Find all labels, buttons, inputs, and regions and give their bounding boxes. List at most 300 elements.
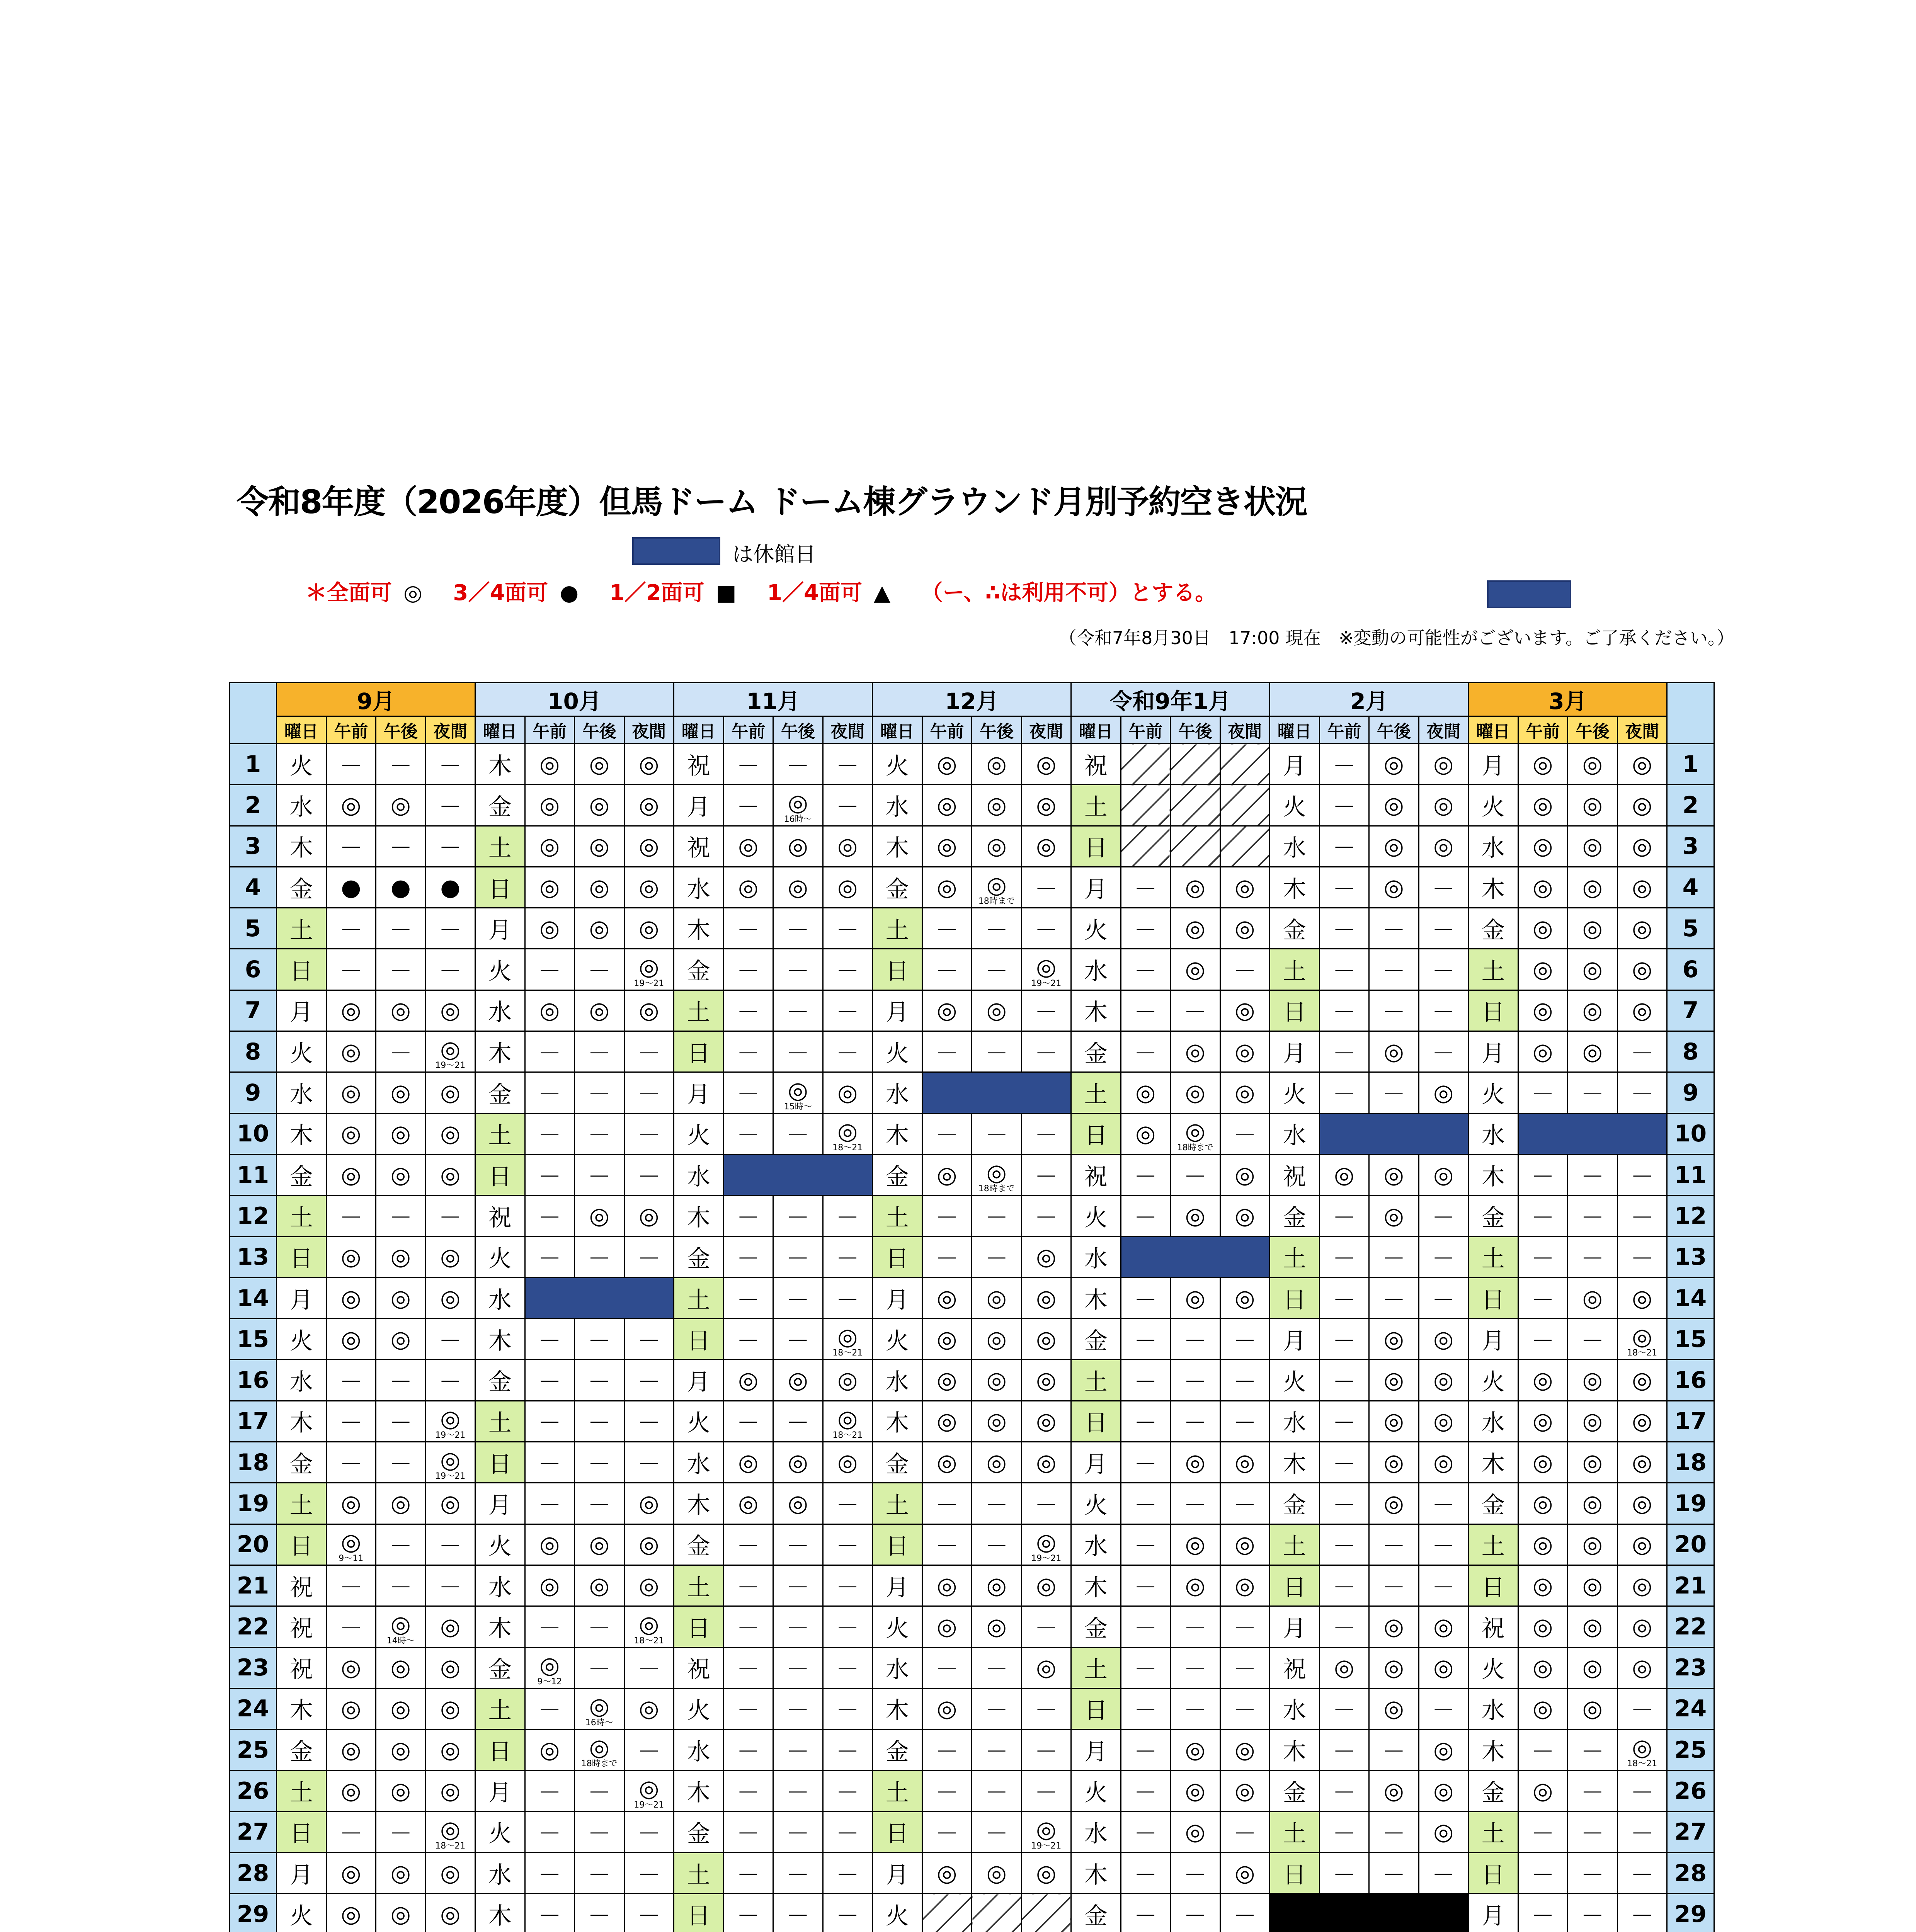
slot-cell[interactable] xyxy=(823,1113,873,1154)
weekday-cell: 日 xyxy=(475,1730,525,1770)
slot-cell[interactable]: ◎ xyxy=(972,785,1022,826)
slot-cell[interactable]: ◎ xyxy=(1021,1647,1071,1688)
slot-cell[interactable]: ◎ xyxy=(922,1360,972,1401)
slot-cell[interactable]: ◎ xyxy=(326,1031,376,1072)
slot-cell[interactable] xyxy=(1021,1811,1071,1852)
weekday-cell: 月 xyxy=(873,1853,922,1894)
slot-cell[interactable]: ◎ xyxy=(1617,1442,1667,1483)
slot-cell[interactable]: ◎ xyxy=(1220,1853,1270,1894)
slot-cell[interactable]: ◎ xyxy=(376,1072,426,1113)
slot-cell[interactable]: ◎ xyxy=(1617,1524,1667,1565)
slot-cell[interactable]: ◎ xyxy=(575,1524,624,1565)
slot-cell[interactable]: ◎ xyxy=(1369,1606,1419,1647)
slot-cell[interactable]: ◎ xyxy=(1568,826,1618,867)
slot-cell[interactable]: ◎ xyxy=(723,826,773,867)
slot-cell[interactable]: ◎ xyxy=(575,908,624,949)
slot-cell[interactable]: ◎ xyxy=(326,1483,376,1524)
slot-cell[interactable] xyxy=(425,1031,475,1072)
slot-cell[interactable]: ◎ xyxy=(326,1113,376,1154)
slot-cell[interactable]: ◎ xyxy=(922,1442,972,1483)
slot-cell[interactable]: ◎ xyxy=(1518,1770,1568,1811)
slot-cell[interactable]: ◎ xyxy=(1171,1770,1220,1811)
slot-cell[interactable]: ◎ xyxy=(922,744,972,785)
slot-cell[interactable]: ◎ xyxy=(1568,1401,1618,1442)
slot-cell[interactable]: ◎ xyxy=(1369,1483,1419,1524)
slot-cell[interactable]: ◎ xyxy=(624,908,674,949)
weekday-cell: 金 xyxy=(475,1360,525,1401)
slot-cell[interactable]: ◎ xyxy=(1518,1565,1568,1606)
weekday-cell: 金 xyxy=(873,1730,922,1770)
slot-cell[interactable]: ◎ xyxy=(922,1401,972,1442)
slot-cell[interactable]: ◎ xyxy=(1021,1565,1071,1606)
slot-cell[interactable]: ◎ xyxy=(1319,1154,1369,1195)
slot-cell[interactable]: ◎ xyxy=(1220,1770,1270,1811)
slot-cell[interactable]: ◎ xyxy=(1220,1031,1270,1072)
slot-cell[interactable]: ◎ xyxy=(823,867,873,908)
weekday-cell: 月 xyxy=(1270,1319,1320,1360)
slot-cell[interactable]: ◎ xyxy=(376,1319,426,1360)
slot-cell[interactable]: ◎ xyxy=(1617,744,1667,785)
slot-cell: － xyxy=(624,1647,674,1688)
slot-cell[interactable]: ◎ xyxy=(1419,1319,1468,1360)
slot-cell[interactable]: ◎ xyxy=(972,1360,1022,1401)
slot-cell[interactable]: ◎ xyxy=(376,1894,426,1932)
slot-cell[interactable] xyxy=(823,1401,873,1442)
slot-cell[interactable]: ◎ xyxy=(922,1154,972,1195)
slot-cell[interactable]: ◎ xyxy=(1518,1524,1568,1565)
slot-cell[interactable]: ◎ xyxy=(1419,826,1468,867)
slot-cell[interactable]: ◎ xyxy=(1617,826,1667,867)
slot-cell[interactable]: ◎ xyxy=(972,1565,1022,1606)
slot-cell[interactable] xyxy=(972,867,1022,908)
slot-cell[interactable]: ◎ xyxy=(1518,908,1568,949)
slot-cell[interactable]: ◎ xyxy=(1171,1277,1220,1318)
slot-cell: － xyxy=(823,1565,873,1606)
slot-cell[interactable]: ◎ xyxy=(326,1319,376,1360)
slot-cell[interactable]: ◎ xyxy=(1617,1277,1667,1318)
slot-cell: － xyxy=(1220,1811,1270,1852)
slot-cell[interactable]: ◎ xyxy=(1220,1196,1270,1236)
slot-cell[interactable]: ◎ xyxy=(624,1483,674,1524)
day-row xyxy=(230,867,1714,908)
slot-cell[interactable]: ◎ xyxy=(624,867,674,908)
slot-cell[interactable]: ◎ xyxy=(376,785,426,826)
slot-cell[interactable]: ◎ xyxy=(1121,1113,1171,1154)
slot-cell[interactable]: ◎ xyxy=(1617,1360,1667,1401)
slot-cell[interactable]: ◎ xyxy=(376,1730,426,1770)
slot-cell[interactable]: ◎ xyxy=(1220,1524,1270,1565)
slot-cell[interactable] xyxy=(624,1606,674,1647)
slot-cell[interactable]: ◎ xyxy=(624,744,674,785)
slot-cell[interactable]: ◎ xyxy=(1369,785,1419,826)
slot-cell[interactable]: ◎ xyxy=(773,1442,823,1483)
slot-cell[interactable]: ◎ xyxy=(1568,1565,1618,1606)
slot-cell[interactable]: ◎ xyxy=(972,990,1022,1031)
slot-cell[interactable]: ◎ xyxy=(1617,1401,1667,1442)
slot-cell[interactable]: ◎ xyxy=(1568,1688,1618,1729)
slot-cell[interactable]: ◎ xyxy=(1518,1442,1568,1483)
slot-cell[interactable]: ◎ xyxy=(922,826,972,867)
slot-cell: － xyxy=(1121,1688,1171,1729)
slot-cell[interactable]: ◎ xyxy=(1171,867,1220,908)
weekday-cell: 火 xyxy=(873,744,922,785)
slot-cell[interactable]: ◎ xyxy=(922,1277,972,1318)
slot-cell: － xyxy=(1171,1853,1220,1894)
slot-cell[interactable]: ◎ xyxy=(425,1277,475,1318)
slot-cell[interactable]: ◎ xyxy=(1319,1647,1369,1688)
slot-cell[interactable]: ◎ xyxy=(1220,867,1270,908)
slot-cell[interactable]: ◎ xyxy=(326,1894,376,1932)
slot-cell[interactable]: ◎ xyxy=(1518,1647,1568,1688)
slot-cell[interactable]: ◎ xyxy=(1419,1072,1468,1113)
slot-cell: － xyxy=(922,1770,972,1811)
slot-cell[interactable]: ◎ xyxy=(1220,1565,1270,1606)
slot-cell[interactable] xyxy=(1617,1319,1667,1360)
slot-cell[interactable]: ◎ xyxy=(972,1401,1022,1442)
slot-cell[interactable]: ◎ xyxy=(326,1236,376,1277)
slot-cell[interactable]: ◎ xyxy=(1121,1072,1171,1113)
slot-cell[interactable]: ◎ xyxy=(1568,1360,1618,1401)
slot-cell[interactable]: ◎ xyxy=(823,1442,873,1483)
slot-cell[interactable] xyxy=(823,1319,873,1360)
slot-cell[interactable]: ◎ xyxy=(922,1565,972,1606)
weekday-cell: 金 xyxy=(1270,1483,1320,1524)
slot-cell[interactable]: ◎ xyxy=(1617,949,1667,990)
slot-cell[interactable]: ◎ xyxy=(376,990,426,1031)
slot-cell[interactable] xyxy=(773,1072,823,1113)
slot-cell[interactable] xyxy=(773,785,823,826)
slot-cell: － xyxy=(823,1031,873,1072)
slot-cell[interactable]: ◎ xyxy=(1617,867,1667,908)
slot-cell[interactable] xyxy=(525,1647,575,1688)
slot-cell[interactable]: ◎ xyxy=(1419,744,1468,785)
slot-cell: － xyxy=(1021,867,1071,908)
slot-cell[interactable]: ◎ xyxy=(326,1730,376,1770)
slot-cell[interactable]: ◎ xyxy=(1568,867,1618,908)
slot-cell[interactable]: ◎ xyxy=(525,908,575,949)
weekday-cell: 水 xyxy=(475,1277,525,1318)
slot-cell[interactable]: ◎ xyxy=(922,1319,972,1360)
slot-cell[interactable]: ◎ xyxy=(1021,1319,1071,1360)
slot-cell[interactable]: ◎ xyxy=(1518,867,1568,908)
slot-cell[interactable]: ◎ xyxy=(1171,1730,1220,1770)
slot-cell[interactable]: ◎ xyxy=(1369,1196,1419,1236)
slot-cell[interactable]: ◎ xyxy=(425,1730,475,1770)
slot-cell[interactable] xyxy=(1021,949,1071,990)
slot-cell[interactable]: ◎ xyxy=(1617,1565,1667,1606)
slot-cell[interactable]: ◎ xyxy=(1568,1647,1618,1688)
slot-cell[interactable]: ◎ xyxy=(326,1154,376,1195)
slot-cell[interactable]: ◎ xyxy=(376,1113,426,1154)
slot-cell[interactable]: ◎ xyxy=(624,1565,674,1606)
slot-cell[interactable]: ◎ xyxy=(1568,1483,1618,1524)
slot-cell[interactable]: ◎ xyxy=(1568,744,1618,785)
slot-cell[interactable]: ◎ xyxy=(1171,1565,1220,1606)
slot-cell[interactable]: ◎ xyxy=(723,1483,773,1524)
slot-cell[interactable]: ◎ xyxy=(1617,908,1667,949)
slot-cell[interactable]: ◎ xyxy=(376,1688,426,1729)
slot-cell[interactable]: ◎ xyxy=(1419,1770,1468,1811)
slot-cell[interactable]: ◎ xyxy=(525,1565,575,1606)
slot-cell[interactable]: ◎ xyxy=(1518,1483,1568,1524)
slot-cell[interactable]: ◎ xyxy=(624,1196,674,1236)
slot-cell[interactable]: ◎ xyxy=(1419,1730,1468,1770)
slot-cell[interactable]: ◎ xyxy=(1021,785,1071,826)
weekday-cell: 木 xyxy=(1468,1442,1518,1483)
slot-cell[interactable]: ◎ xyxy=(1568,1031,1618,1072)
slot-cell[interactable]: ◎ xyxy=(1171,1524,1220,1565)
slot-cell[interactable]: ◎ xyxy=(1518,1606,1568,1647)
slot-cell[interactable]: ◎ xyxy=(525,1730,575,1770)
slot-cell[interactable]: ◎ xyxy=(1419,1606,1468,1647)
slot-cell: － xyxy=(1518,1154,1568,1195)
weekday-cell: 月 xyxy=(1468,1894,1518,1932)
slot-cell[interactable]: ◎ xyxy=(1369,867,1419,908)
slot-cell[interactable]: ◎ xyxy=(1617,990,1667,1031)
slot-cell[interactable]: ◎ xyxy=(376,1236,426,1277)
slot-cell[interactable]: ◎ xyxy=(1021,1360,1071,1401)
slot-cell[interactable] xyxy=(624,949,674,990)
slot-cell[interactable]: ◎ xyxy=(326,1770,376,1811)
slot-cell[interactable]: ◎ xyxy=(972,826,1022,867)
slot-cell[interactable]: ◎ xyxy=(1568,1524,1618,1565)
slot-cell[interactable]: ◎ xyxy=(922,1853,972,1894)
slot-cell[interactable]: ◎ xyxy=(1171,1072,1220,1113)
slot-cell[interactable]: ◎ xyxy=(326,1072,376,1113)
slot-cell[interactable]: ◎ xyxy=(1021,1277,1071,1318)
slot-cell[interactable]: ◎ xyxy=(425,1770,475,1811)
slot-cell[interactable]: ◎ xyxy=(1369,1154,1419,1195)
slot-cell[interactable]: ◎ xyxy=(1369,1647,1419,1688)
slot-cell[interactable]: ◎ xyxy=(1617,785,1667,826)
slot-cell[interactable]: ◎ xyxy=(823,826,873,867)
slot-cell[interactable]: ◎ xyxy=(922,990,972,1031)
slot-cell[interactable]: ◎ xyxy=(1568,1442,1618,1483)
slot-cell[interactable]: ◎ xyxy=(1220,1072,1270,1113)
slot-cell[interactable]: ◎ xyxy=(575,867,624,908)
slot-cell[interactable]: ◎ xyxy=(624,1524,674,1565)
slot-cell[interactable]: ◎ xyxy=(823,1072,873,1113)
unavailable-hatched xyxy=(1171,744,1220,785)
slot-cell[interactable]: ◎ xyxy=(1419,1360,1468,1401)
slot-cell[interactable]: ◎ xyxy=(425,1072,475,1113)
slot-cell[interactable]: ◎ xyxy=(425,990,475,1031)
slot-cell[interactable]: ◎ xyxy=(326,785,376,826)
slot-cell[interactable]: ◎ xyxy=(525,1524,575,1565)
slot-cell[interactable]: ◎ xyxy=(823,1360,873,1401)
slot-cell[interactable] xyxy=(1617,1730,1667,1770)
slot-cell[interactable] xyxy=(1171,1113,1220,1154)
slot-cell[interactable]: ● xyxy=(326,867,376,908)
slot-cell[interactable]: ◎ xyxy=(1568,990,1618,1031)
slot-cell[interactable]: ◎ xyxy=(425,1853,475,1894)
slot-cell[interactable]: ◎ xyxy=(376,1853,426,1894)
slot-cell[interactable] xyxy=(425,1811,475,1852)
slot-cell: － xyxy=(1319,1730,1369,1770)
slot-cell[interactable]: ◎ xyxy=(1518,785,1568,826)
slot-cell[interactable]: ◎ xyxy=(1568,785,1618,826)
slot-cell[interactable]: ◎ xyxy=(1220,1730,1270,1770)
slot-cell[interactable]: ◎ xyxy=(1171,1811,1220,1852)
slot-cell[interactable]: ◎ xyxy=(723,1442,773,1483)
slot-cell[interactable]: ◎ xyxy=(1568,949,1618,990)
slot-cell[interactable]: ◎ xyxy=(326,1688,376,1729)
slot-cell[interactable]: ◎ xyxy=(525,867,575,908)
slot-cell[interactable]: ◎ xyxy=(525,990,575,1031)
slot-cell[interactable]: ◎ xyxy=(1369,826,1419,867)
slot-cell[interactable]: ◎ xyxy=(1518,949,1568,990)
slot-cell[interactable]: ◎ xyxy=(425,1113,475,1154)
slot-cell[interactable]: ◎ xyxy=(1021,744,1071,785)
slot-cell[interactable]: ◎ xyxy=(1369,1770,1419,1811)
slot-cell[interactable]: ◎ xyxy=(1518,826,1568,867)
slot-cell[interactable]: ◎ xyxy=(773,1360,823,1401)
slot-cell[interactable]: ◎ xyxy=(1518,990,1568,1031)
slot-cell[interactable]: ◎ xyxy=(425,1647,475,1688)
slot-cell[interactable]: ◎ xyxy=(1171,949,1220,990)
slot-cell[interactable]: ◎ xyxy=(1021,1236,1071,1277)
slot-cell[interactable]: ◎ xyxy=(1369,1688,1419,1729)
slot-cell[interactable]: ◎ xyxy=(326,1853,376,1894)
slot-cell[interactable]: ◎ xyxy=(1171,908,1220,949)
slot-cell[interactable]: ◎ xyxy=(1518,1031,1568,1072)
slot-cell[interactable]: ◎ xyxy=(425,1606,475,1647)
slot-cell[interactable]: ◎ xyxy=(1021,826,1071,867)
slot-cell[interactable]: ◎ xyxy=(525,744,575,785)
slot-cell[interactable]: ◎ xyxy=(326,1277,376,1318)
slot-cell[interactable]: ◎ xyxy=(773,867,823,908)
slot-cell[interactable]: ◎ xyxy=(1220,1154,1270,1195)
slot-cell[interactable]: ◎ xyxy=(972,1277,1022,1318)
slot-cell[interactable] xyxy=(972,1154,1022,1195)
slot-cell[interactable]: ◎ xyxy=(1369,1442,1419,1483)
slot-cell[interactable]: ◎ xyxy=(1617,1647,1667,1688)
slot-cell[interactable]: ◎ xyxy=(1419,1442,1468,1483)
slot-cell[interactable]: ◎ xyxy=(425,1236,475,1277)
slot-cell[interactable]: ◎ xyxy=(1171,1031,1220,1072)
slot-cell[interactable]: ◎ xyxy=(525,826,575,867)
legend-symbol-1-4: ▲ xyxy=(873,580,891,605)
slot-cell[interactable]: ◎ xyxy=(1171,1196,1220,1236)
slot-cell: － xyxy=(922,1524,972,1565)
slot-cell[interactable]: ◎ xyxy=(1369,1319,1419,1360)
slot-cell[interactable]: ◎ xyxy=(1021,1442,1071,1483)
slot-cell[interactable]: ● xyxy=(376,867,426,908)
slot-cell[interactable]: ◎ xyxy=(1568,1606,1618,1647)
slot-cell[interactable]: ◎ xyxy=(1568,1277,1618,1318)
slot-cell[interactable]: ◎ xyxy=(1419,1647,1468,1688)
slot-cell[interactable]: ◎ xyxy=(1220,1442,1270,1483)
slot-cell[interactable]: ◎ xyxy=(575,826,624,867)
slot-cell[interactable]: ◎ xyxy=(1369,1401,1419,1442)
slot-cell[interactable]: ◎ xyxy=(1518,1688,1568,1729)
slot-cell[interactable]: ◎ xyxy=(624,1688,674,1729)
month-header: 11月 xyxy=(674,683,873,716)
slot-cell[interactable]: ◎ xyxy=(376,1154,426,1195)
slot-cell[interactable]: ◎ xyxy=(922,1688,972,1729)
slot-cell[interactable]: ◎ xyxy=(1617,1483,1667,1524)
slot-cell[interactable]: ● xyxy=(425,867,475,908)
slot-cell[interactable] xyxy=(1021,1524,1071,1565)
slot-cell[interactable]: ◎ xyxy=(376,1647,426,1688)
subheader-cell: 夜間 xyxy=(425,716,475,744)
slot-cell[interactable]: ◎ xyxy=(922,867,972,908)
slot-cell[interactable]: ◎ xyxy=(525,785,575,826)
slot-cell: － xyxy=(1568,1730,1618,1770)
slot-cell[interactable]: ◎ xyxy=(575,1196,624,1236)
slot-cell[interactable]: ◎ xyxy=(773,826,823,867)
slot-cell: － xyxy=(326,1442,376,1483)
slot-cell[interactable]: ◎ xyxy=(922,1606,972,1647)
slot-cell[interactable]: ◎ xyxy=(1021,1401,1071,1442)
slot-cell[interactable]: ◎ xyxy=(624,785,674,826)
slot-cell[interactable]: ◎ xyxy=(972,1442,1022,1483)
slot-cell[interactable] xyxy=(376,1606,426,1647)
slot-cell[interactable] xyxy=(575,1688,624,1729)
slot-cell[interactable]: ◎ xyxy=(575,744,624,785)
slot-cell[interactable]: ◎ xyxy=(376,1483,426,1524)
slot-cell[interactable]: ◎ xyxy=(425,1688,475,1729)
slot-cell[interactable]: ◎ xyxy=(723,867,773,908)
slot-cell[interactable]: ◎ xyxy=(1568,908,1618,949)
slot-cell[interactable]: ◎ xyxy=(1518,744,1568,785)
slot-cell[interactable]: ◎ xyxy=(773,1483,823,1524)
slot-cell[interactable]: ◎ xyxy=(425,1894,475,1932)
slot-cell[interactable]: ◎ xyxy=(922,785,972,826)
slot-cell[interactable]: ◎ xyxy=(1220,990,1270,1031)
slot-cell[interactable] xyxy=(425,1401,475,1442)
slot-cell[interactable]: ◎ xyxy=(1419,1154,1468,1195)
slot-cell[interactable]: ◎ xyxy=(1220,908,1270,949)
slot-cell[interactable]: ◎ xyxy=(1518,1401,1568,1442)
slot-cell[interactable]: ◎ xyxy=(326,990,376,1031)
slot-cell[interactable]: ◎ xyxy=(972,1853,1022,1894)
slot-cell[interactable]: ◎ xyxy=(1171,1442,1220,1483)
slot-cell[interactable]: ◎ xyxy=(575,785,624,826)
slot-cell[interactable]: ◎ xyxy=(425,1483,475,1524)
slot-cell[interactable]: ◎ xyxy=(326,1647,376,1688)
slot-cell[interactable] xyxy=(575,1730,624,1770)
slot-cell[interactable]: ◎ xyxy=(972,1319,1022,1360)
slot-cell[interactable]: ◎ xyxy=(1419,785,1468,826)
day-number: 18 xyxy=(230,1442,277,1483)
slot-cell[interactable]: ◎ xyxy=(1419,1811,1468,1852)
slot-cell[interactable]: ◎ xyxy=(1419,1401,1468,1442)
slot-cell[interactable]: ◎ xyxy=(1220,1277,1270,1318)
slot-cell[interactable]: ◎ xyxy=(972,1606,1022,1647)
slot-cell[interactable]: ◎ xyxy=(1369,1360,1419,1401)
slot-cell[interactable]: ◎ xyxy=(624,826,674,867)
weekday-cell: 日 xyxy=(674,1031,724,1072)
slot-cell[interactable] xyxy=(425,1442,475,1483)
slot-cell[interactable]: ◎ xyxy=(624,990,674,1031)
slot-cell[interactable]: ◎ xyxy=(723,1360,773,1401)
slot-cell[interactable]: ◎ xyxy=(1369,1031,1419,1072)
slot-cell[interactable]: ◎ xyxy=(1617,1606,1667,1647)
slot-cell[interactable]: ◎ xyxy=(575,990,624,1031)
slot-cell[interactable]: ◎ xyxy=(1021,1853,1071,1894)
closed-legend-swatch xyxy=(632,537,720,565)
slot-cell[interactable]: ◎ xyxy=(376,1277,426,1318)
slot-cell[interactable] xyxy=(624,1770,674,1811)
slot-cell[interactable]: ◎ xyxy=(575,1565,624,1606)
slot-cell[interactable]: ◎ xyxy=(425,1154,475,1195)
slot-cell[interactable]: ◎ xyxy=(376,1770,426,1811)
slot-cell[interactable]: ◎ xyxy=(1518,1360,1568,1401)
slot-cell[interactable]: ◎ xyxy=(972,744,1022,785)
slot-cell[interactable]: ◎ xyxy=(1369,744,1419,785)
slot-cell[interactable] xyxy=(326,1524,376,1565)
